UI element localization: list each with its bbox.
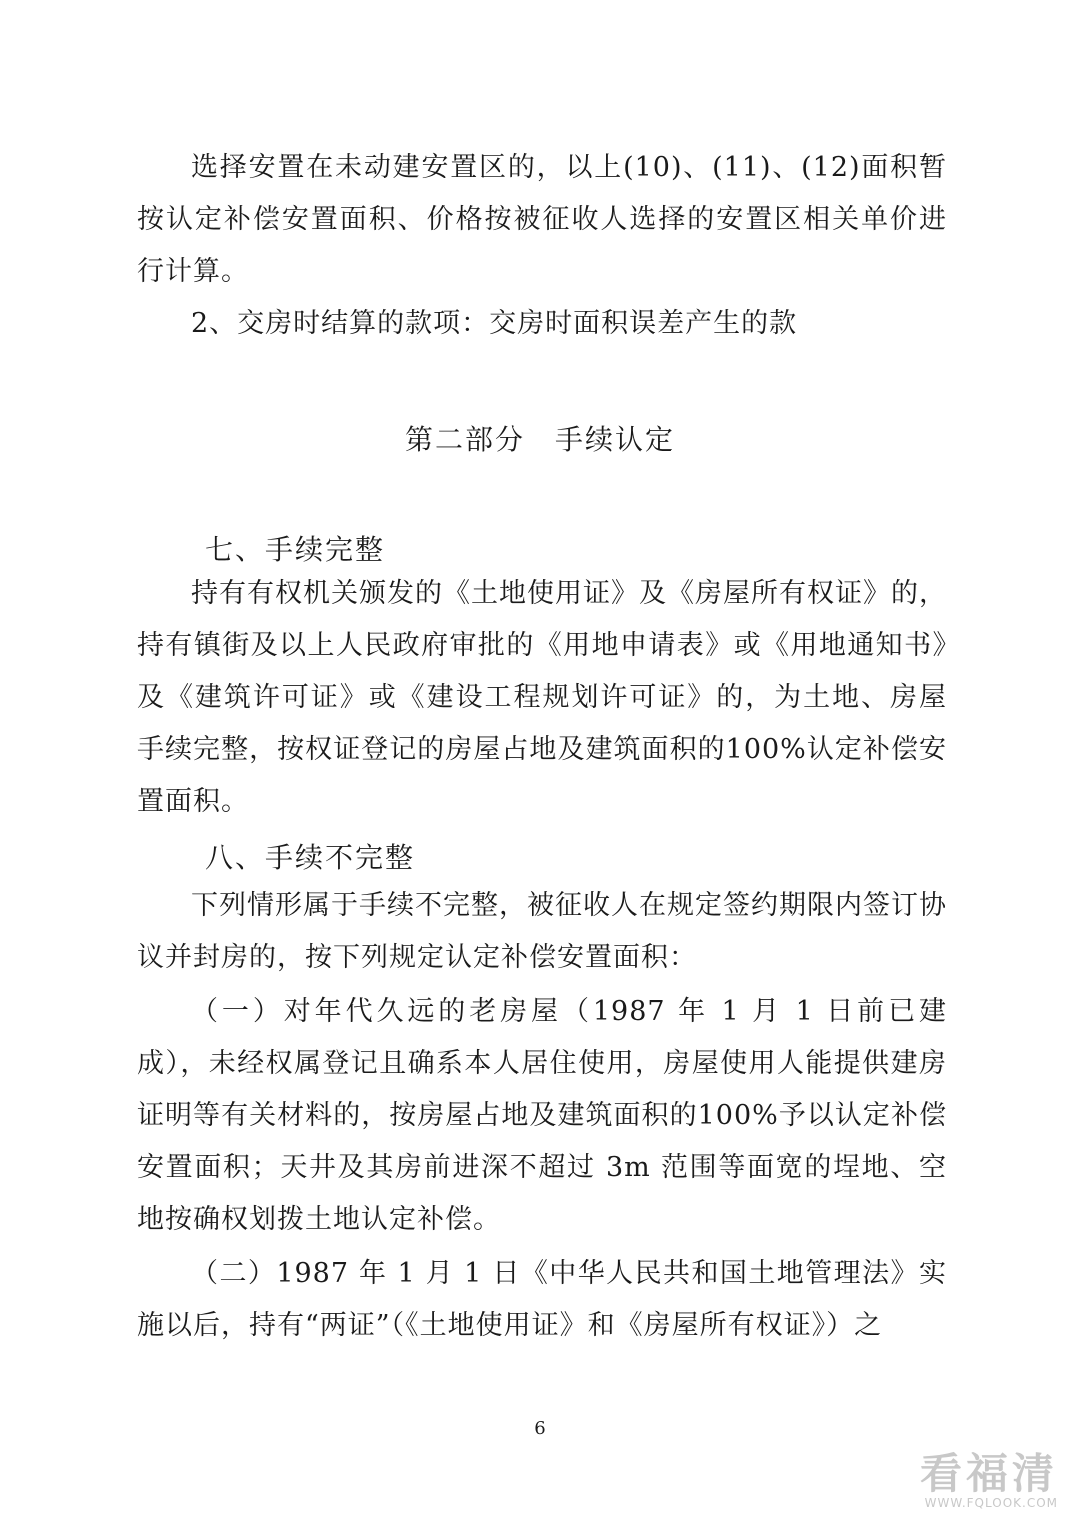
section-7-title: 七、手续完整 bbox=[205, 533, 386, 566]
part-title: 第二部分 手续认定 bbox=[404, 423, 675, 456]
site-watermark bbox=[919, 1449, 1058, 1510]
watermark-url: WWW.FQLOOK.COM bbox=[924, 1496, 1058, 1510]
section-7-body: 持有有权机关颁发的《土地使用证》及《房屋所有权证》的，持有镇街及以上人民政府审批的《用地申请表》或《用地通知书》及《建筑许可证》或《建设工程规划许可证》的，为土地、房屋手续完整，按权证登记的房屋占地及建筑面积的100%认定补偿安置面积。 bbox=[137, 578, 947, 817]
section-8-intro: 下列情形属于手续不完整，被征收人在规定签约期限内签订协议并封房的，按下列规定认定补偿安置面积： bbox=[137, 890, 947, 973]
section-8-item-2: （二）1987 年 1 月 1 日《中华人民共和国土地管理法》实施以后，持有“两证”（《土地使用证》和《房屋所有权证》）之 bbox=[137, 1258, 947, 1341]
section-8-item-1: （一）对年代久远的老房屋（1987 年 1 月 1 日前已建成），未经权属登记且确系本人居住使用，房屋使用人能提供建房证明等有关材料的，按房屋占地及建筑面积的100%予以认定补偿安置面积；天井及其房前进深不超过 3m 范围等面宽的埕地、空地按确权划拨土地认定补偿。 bbox=[137, 996, 947, 1235]
paragraph-settlement-area: 选择安置在未动建安置区的，以上(10)、(11)、(12)面积暂按认定补偿安置面积、价格按被征收人选择的安置区相关单价进行计算。 bbox=[137, 152, 947, 287]
page-number: 6 bbox=[534, 1418, 546, 1439]
paragraph-handover-settlement: 2、交房时结算的款项：交房时面积误差产生的款 bbox=[191, 308, 798, 339]
section-8-title: 八、手续不完整 bbox=[205, 841, 416, 874]
watermark-logo: 看福清 bbox=[919, 1449, 1058, 1498]
